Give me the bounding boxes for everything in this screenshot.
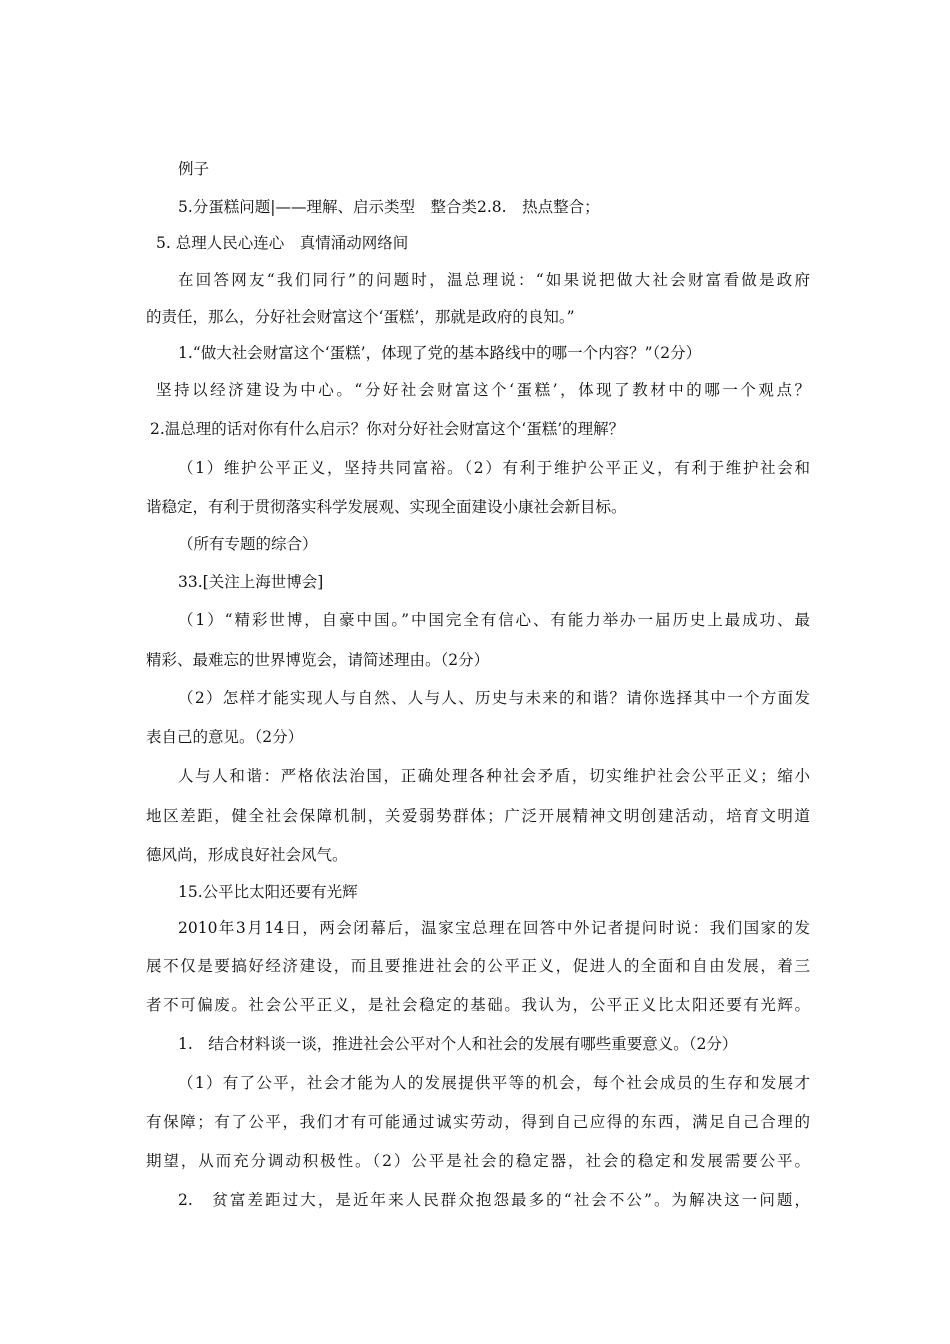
heading-cake-problem: 5.分蛋糕问题|——理解、启示类型 整合类2.8. 热点整合； bbox=[178, 198, 600, 216]
answer-line: 人与人和谐：严格依法治国，正确处理各种社会矛盾，切实维护社会公平正义；缩小 bbox=[178, 767, 810, 785]
question-line: 表自己的意见。（2分） bbox=[146, 728, 304, 746]
answer-line: 德风尚，形成良好社会风气。 bbox=[146, 846, 348, 864]
answer-line: 地区差距，健全社会保障机制，关爱弱势群体；广泛开展精神文明创建活动，培育文明道 bbox=[146, 807, 810, 825]
paragraph-line: 在回答网友“我们同行”的问题时，温总理说：“如果说把做大社会财富看做是政府 bbox=[178, 271, 810, 289]
answer-line: 谐稳定，有利于贯彻落实科学发展观、实现全面建设小康社会新目标。 bbox=[146, 498, 627, 516]
paragraph-line: 展不仅是要搞好经济建设，而且要推进社会的公平正义，促进人的全面和自由发展，着三 bbox=[146, 957, 810, 975]
heading-expo: 33.[关注上海世博会] bbox=[178, 573, 324, 591]
note-line: （所有专题的综合） bbox=[178, 535, 318, 553]
question-line: 2. 贫富差距过大，是近年来人民群众抱怨最多的“社会不公”。为解决这一问题， bbox=[178, 1191, 810, 1209]
question-line: （1）“精彩世博，自豪中国。”中国完全有信心、有能力举办一届历史上最成功、最 bbox=[178, 611, 810, 629]
question-line: 精彩、最难忘的世界博览会，请简述理由。（2分） bbox=[146, 651, 490, 669]
answer-line: （1）维护公平正义，坚持共同富裕。（2）有利于维护公平正义，有利于维护社会和 bbox=[178, 459, 810, 477]
question-line: （2）怎样才能实现人与自然、人与人、历史与未来的和谐？请你选择其中一个方面发 bbox=[178, 689, 810, 707]
question-line: 2.温总理的话对你有什么启示？你对分好社会财富这个‘蛋糕’的理解？ bbox=[150, 420, 625, 438]
question-line: 1. 结合材料谈一谈，推进社会公平对个人和社会的发展有哪些重要意义。（2分） bbox=[178, 1035, 738, 1053]
heading-fairness: 15.公平比太阳还要有光辉 bbox=[178, 883, 358, 901]
question-line: 1.“做大社会财富这个‘蛋糕’，体现了党的基本路线中的哪一个内容？”（2分） bbox=[178, 344, 702, 362]
paragraph-line: 的责任，那么，分好社会财富这个‘蛋糕’，那就是政府的良知。” bbox=[146, 308, 575, 326]
answer-line: 有保障；有了公平，我们才有可能通过诚实劳动，得到自己应得的东西，满足自己合理的 bbox=[146, 1113, 810, 1131]
answer-line: （1）有了公平，社会才能为人的发展提供平等的机会，每个社会成员的生存和发展才 bbox=[178, 1074, 810, 1092]
answer-line: 坚持以经济建设为中心。“分好社会财富这个‘蛋糕’，体现了教材中的哪一个观点？ bbox=[156, 381, 810, 399]
answer-line: 期望，从而充分调动积极性。（2）公平是社会的稳定器，社会的稳定和发展需要公平。 bbox=[146, 1152, 810, 1170]
text-line-example: 例子 bbox=[178, 160, 210, 178]
heading-premier-online: 5. 总理人民心连心 真情涌动网络间 bbox=[156, 234, 409, 252]
paragraph-line: 者不可偏废。社会公平正义，是社会稳定的基础。我认为，公平正义比太阳还要有光辉。 bbox=[146, 996, 810, 1014]
paragraph-line: 2010年3月14日，两会闭幕后，温家宝总理在回答中外记者提问时说：我们国家的发 bbox=[178, 919, 810, 937]
